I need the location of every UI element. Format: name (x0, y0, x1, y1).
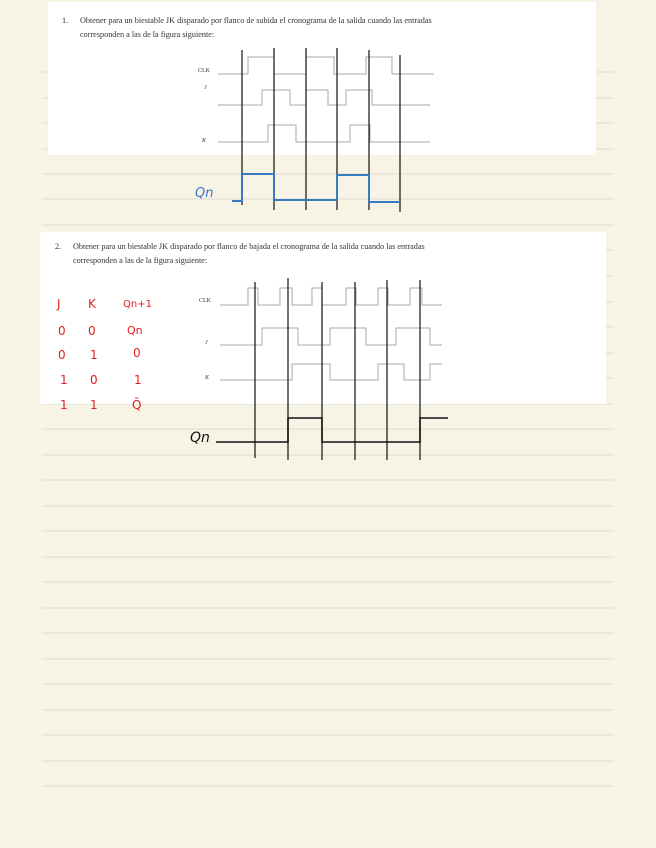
truth-r4-q: Q̄ (132, 398, 142, 412)
q1-clk-wave (218, 57, 434, 74)
truth-r1-j: 0 (58, 324, 66, 338)
truth-r2-j: 0 (58, 348, 66, 362)
q2-answer-wave (216, 418, 448, 442)
q2-clk-wave (220, 288, 442, 305)
q1-answer-label: Qn (195, 186, 214, 201)
truth-r2-q: 0 (133, 346, 141, 360)
q2-answer-label: Qn (190, 430, 210, 446)
truth-r1-k: 0 (88, 324, 96, 338)
truth-r2-k: 1 (90, 348, 98, 362)
q2-clk-label: CLK (199, 298, 211, 304)
q2-j-label: J (205, 340, 208, 346)
question2-number: 2. (55, 242, 62, 251)
question2-line1: Obtener para un biestable JK disparado por flanco de bajada el cronograma de la salida cuando las entradas (73, 242, 425, 251)
question2-line2: corresponden a las de la figura siguiente: (73, 256, 208, 265)
truth-header-qn1: Qn+1 (123, 299, 152, 310)
question1-number: 1. (62, 16, 69, 25)
q1-k-label: K (202, 138, 207, 144)
truth-r3-k: 0 (90, 373, 98, 387)
q2-k-wave (220, 364, 442, 380)
q1-k-wave (218, 125, 430, 142)
q2-k-label: K (205, 375, 210, 381)
truth-r4-k: 1 (90, 398, 98, 412)
q1-answer-wave (232, 174, 400, 202)
truth-header-j: J (57, 297, 61, 311)
q1-edge-lines (242, 48, 400, 212)
question1-line1: Obtener para un biestable JK disparado por flanco de subida el cronograma de la salida cuando las entradas (80, 16, 432, 25)
q1-clk-label: CLK (198, 68, 210, 74)
q2-j-wave (220, 328, 442, 345)
question1-line2: corresponden a las de la figura siguiente: (80, 30, 215, 39)
truth-header-k: K (88, 297, 96, 311)
truth-r4-j: 1 (60, 398, 68, 412)
q1-j-wave (218, 90, 430, 105)
q1-j-label: J (204, 85, 207, 91)
truth-r3-j: 1 (60, 373, 68, 387)
truth-r3-q: 1 (134, 373, 142, 387)
truth-r1-q: Qn (127, 324, 143, 337)
